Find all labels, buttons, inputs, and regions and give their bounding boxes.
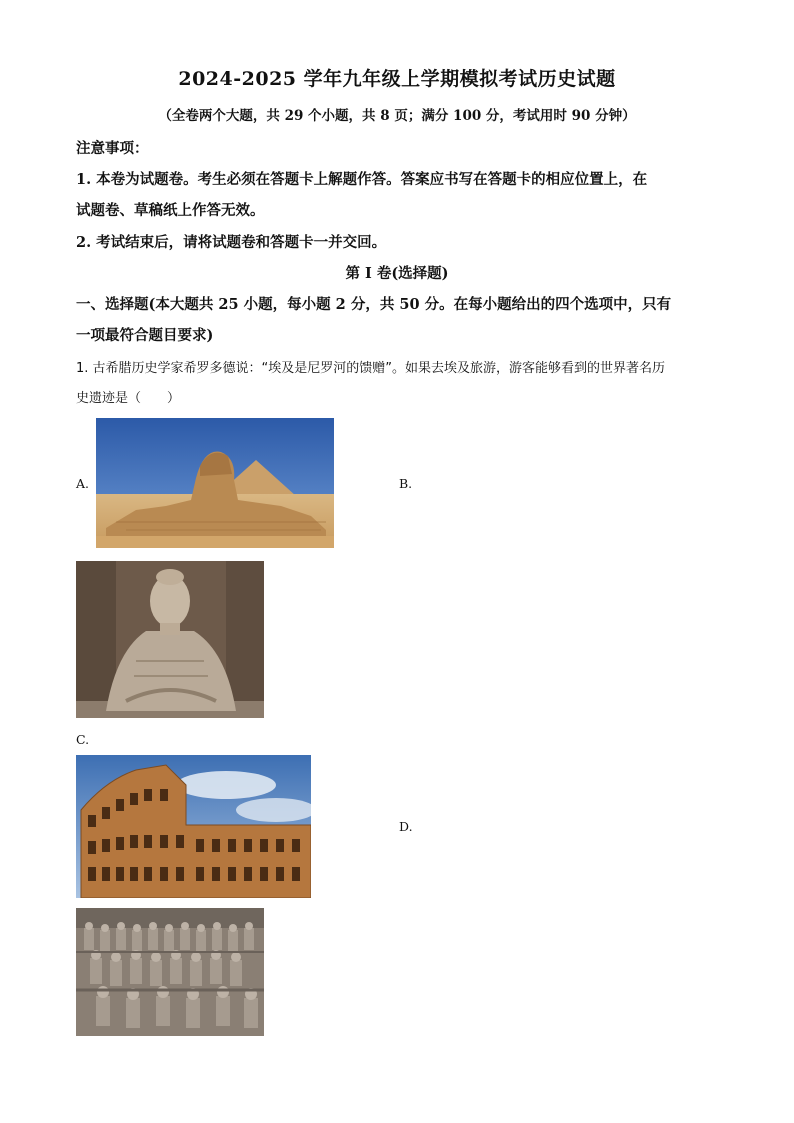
sphinx-image[interactable] [96,418,334,548]
option-a-label[interactable]: A. [76,476,90,491]
yungang-buddha-image[interactable] [76,561,264,718]
terracotta-army-image[interactable] [76,908,264,1036]
question-1-line-1: 1. 古希腊历史学家希罗多德说：“埃及是尼罗河的馈赠”。如果去埃及旅游，游客能够看到的世界著名历 [76,361,666,376]
notice-item-2: 2. 考试结束后，请将试题卷和答题卡一并交回。 [76,234,387,251]
volume-title: 第 I 卷(选择题) [345,265,449,282]
notice-item-1-line-1: 1. 本卷为试题卷。考生必须在答题卡上解题作答。答案应书写在答题卡的相应位置上，在 [76,171,648,188]
section-heading-line-1: 一、选择题(本大题共 25 小题，每小题 2 分，共 50 分。在每小题给出的四个选项中，只有 [76,296,672,313]
section-heading-line-2: 一项最符合题目要求) [76,327,214,344]
option-b-label[interactable]: B. [399,476,413,491]
notice-item-1-line-2: 试题卷、草稿纸上作答无效。 [76,202,265,219]
exam-subtitle: （全卷两个大题，共 29 个小题，共 8 页；满分 100 分，考试用时 90 分钟） [158,108,636,124]
option-c-label[interactable]: C. [76,732,90,747]
exam-title: 2024-2025 学年九年级上学期模拟考试历史试题 [178,68,616,90]
notice-heading: 注意事项： [76,140,149,157]
option-d-label[interactable]: D. [399,819,413,834]
question-1-line-2: 史遗迹是（ ） [76,391,181,406]
colosseum-image[interactable] [76,755,311,898]
